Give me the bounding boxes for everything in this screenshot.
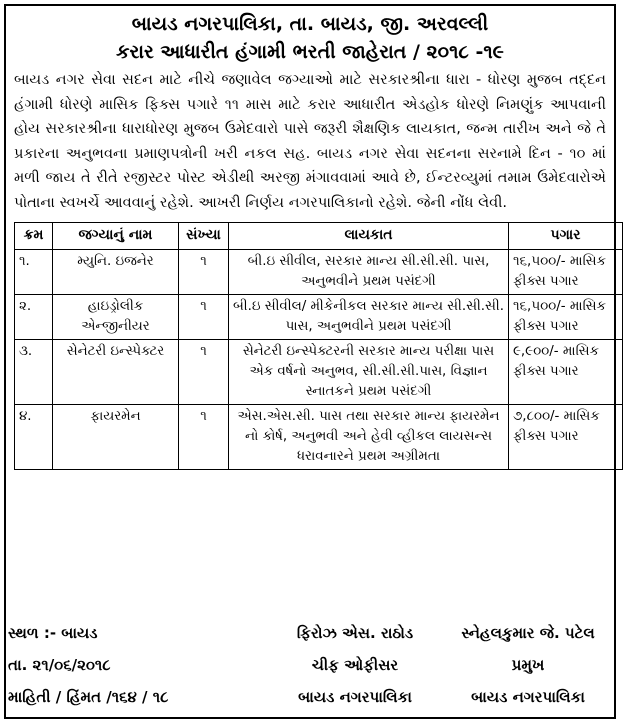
footer-place: સ્થળ :- બાયડ [8,624,98,642]
row-serial: ૧. [15,249,53,294]
president-name: સ્નેહલકુમાર જે. પટેલ [461,624,595,642]
header-salary: પગાર [509,222,623,249]
notice-footer [8,617,616,713]
row-post: હાઇડ્રોલીક એન્જીનીયર [53,294,179,339]
row-count: ૧ [179,339,229,404]
header-qualification: લાયકાત [229,222,509,249]
notice-subtitle: કરાર આધારીત હંગામી ભરતી જાહેરાત / ૨૦૧૮ -૧૯ [116,41,504,63]
row-serial: ૨. [15,294,53,339]
header-count: સંખ્યા [179,222,229,249]
row-count: ૧ [179,404,229,469]
footer-reference: માહિતી / હિંમત /૧૬૪ / ૧૮ [8,688,169,706]
notice-frame [4,4,616,719]
row-post: ફાયરમેન [53,404,179,469]
table-header-row [15,222,623,249]
row-post: મ્યુનિ. ઇજનેર [53,249,179,294]
row-salary: ૭,૮૦૦/- માસિક ફીક્સ પગાર [509,404,623,469]
row-salary: ૯,૯૦૦/- માસિક ફીક્સ પગાર [509,339,623,404]
header-serial: ક્રમ [15,222,53,249]
row-count: ૧ [179,294,229,339]
officer-name: ફિરોઝ એસ. રાઠોડ [296,624,414,642]
notice-body: બાયડ નગર સેવા સદન માટે નીચે જણાવેલ જગ્યાઓ માટે સરકારશ્રીના ધારા - ધોરણ મુજબ તદ્દન હંગામી ધોરણે માસિક ફિક્સ પગારે ૧૧ માસ માટે કરાર આધારીત એડહોક ધોરણે નિમણુંક આપવાની હોય સરકારશ્રીના ધારાધોરણ મુજબ ઉમેદવારો પાસે જરૂરી શૈક્ષણિક લાયકાત, જન્મ તારીખ અને જે તે પ્રકારના અનુભવના પ્રમાણપત્રોની ખરી નકલ સહ. બાયડ નગર સેવા સદનના સરનામે દિન - ૧૦ માં મળી જાય તે રીતે રજીસ્ટર પોસ્ટ એડીથી અરજી મંગાવવામાં આવે છે, ઈન્ટરવ્યુમાં તમામ ઉમેદવારોએ પોતાના સ્વખર્ચે આવવાનું રહેશે. આખરી નિર્ણય નગરપાલિકાનો રહેશે. જેની નોંધ લેવી. [14,71,606,211]
row-salary: ૧૬,૫૦૦/- માસિક ફીક્સ પગાર [509,294,623,339]
president-title: પ્રમુખ [511,656,545,674]
row-qualification: સેનેટરી ઇન્સ્પેક્ટરની સરકાર માન્ય પરીક્ષા પાસ એક વર્ષનો અનુભવ, સી.સી.સી.પાસ, વિજ્ઞાન સ્નાતકને પ્રથમ પસંદગી [229,339,509,404]
row-salary: ૧૬,૫૦૦/- માસિક ફીક્સ પગાર [509,249,623,294]
officer-organization: બાયડ નગરપાલિકા [298,688,412,706]
table-row [15,294,623,339]
posts-table [14,222,623,470]
header-post-name: જગ્યાનું નામ [53,222,179,249]
table-row [15,339,623,404]
row-qualification: એસ.એસ.સી. પાસ તથા સરકાર માન્ય ફાયરમેન નો કોર્ષ, અનુભવી અને હેવી વ્હીકલ લાયસન્સ ધરાવનારને પ્રથમ અગ્રીમતા [229,404,509,469]
row-serial: ૪. [15,404,53,469]
president-organization: બાયડ નગરપાલિકા [471,688,585,706]
row-serial: ૩. [15,339,53,404]
footer-date: તા. ૨૧/૦૬/૨૦૧૮ [8,656,111,674]
row-qualification: બી.ઇ સીવીલ, સરકાર માન્ય સી.સી.સી. પાસ, અનુભવીને પ્રથમ પસંદગી [229,249,509,294]
row-qualification: બી.ઇ સીવીલ/ મીકેનીકલ સરકાર માન્ય સી.સી.સી. પાસ, અનુભવીને પ્રથમ પસંદગી [229,294,509,339]
officer-title: ચીફ ઓફીસર [311,656,399,674]
row-post: સેનેટરી ઇન્સ્પેક્ટર [53,339,179,404]
table-row [15,249,623,294]
table-row [15,404,623,469]
notice-title: બાયડ નગરપાલિકા, તા. બાયડ, જી. અરવલ્લી [131,13,489,35]
row-count: ૧ [179,249,229,294]
